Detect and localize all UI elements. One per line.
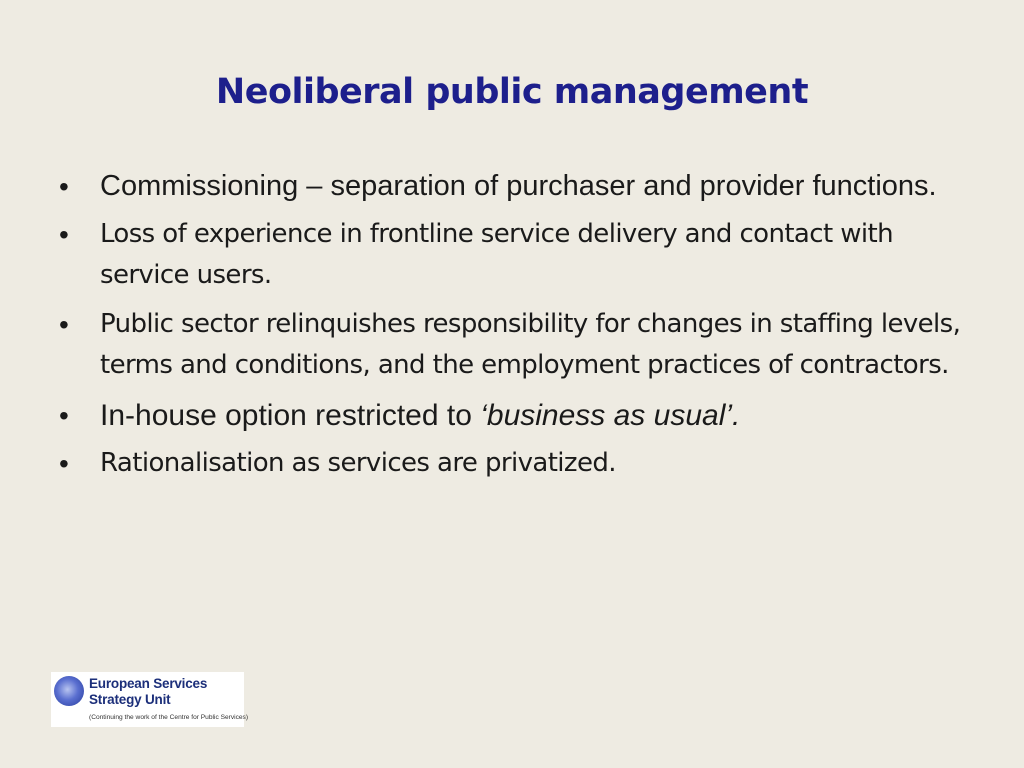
bullet-marker: • (59, 400, 69, 431)
bullet-marker: • (59, 309, 69, 340)
bullet-text: Loss of experience in frontline service delivery and contact with service users. (100, 219, 893, 290)
logo-name (89, 676, 244, 708)
bullet-marker: • (59, 219, 69, 250)
logo-name-line2: Strategy Unit (89, 692, 171, 707)
bullet-text: Public sector relinquishes responsibility for changes in staffing levels, terms and conditions, and the employment practices of contractors. (100, 309, 961, 380)
bullet-item (55, 214, 985, 296)
bullet-item (55, 304, 985, 386)
bullet-text: Commissioning – separation of purchaser and provider functions. (100, 170, 937, 202)
esssu-logo (51, 672, 249, 727)
bullet-item (55, 166, 985, 207)
bullet-text-emphasis: ‘business as usual’ (480, 399, 733, 432)
bullet-list (55, 166, 985, 492)
bullet-text-suffix: . (732, 399, 741, 432)
bullet-marker: • (59, 171, 69, 202)
bullet-item (55, 394, 985, 438)
bullet-item (55, 443, 985, 484)
bullet-text: Rationalisation as services are privatized. (100, 448, 616, 478)
bullet-marker: • (59, 448, 69, 479)
globe-icon (54, 676, 84, 706)
slide-title: Neoliberal public management (215, 72, 809, 112)
logo-tagline: (Continuing the work of the Centre for Public Services) (89, 714, 249, 721)
bullet-text-prefix: In-house option restricted to (100, 399, 481, 432)
logo-name-line1: European Services (89, 676, 208, 691)
